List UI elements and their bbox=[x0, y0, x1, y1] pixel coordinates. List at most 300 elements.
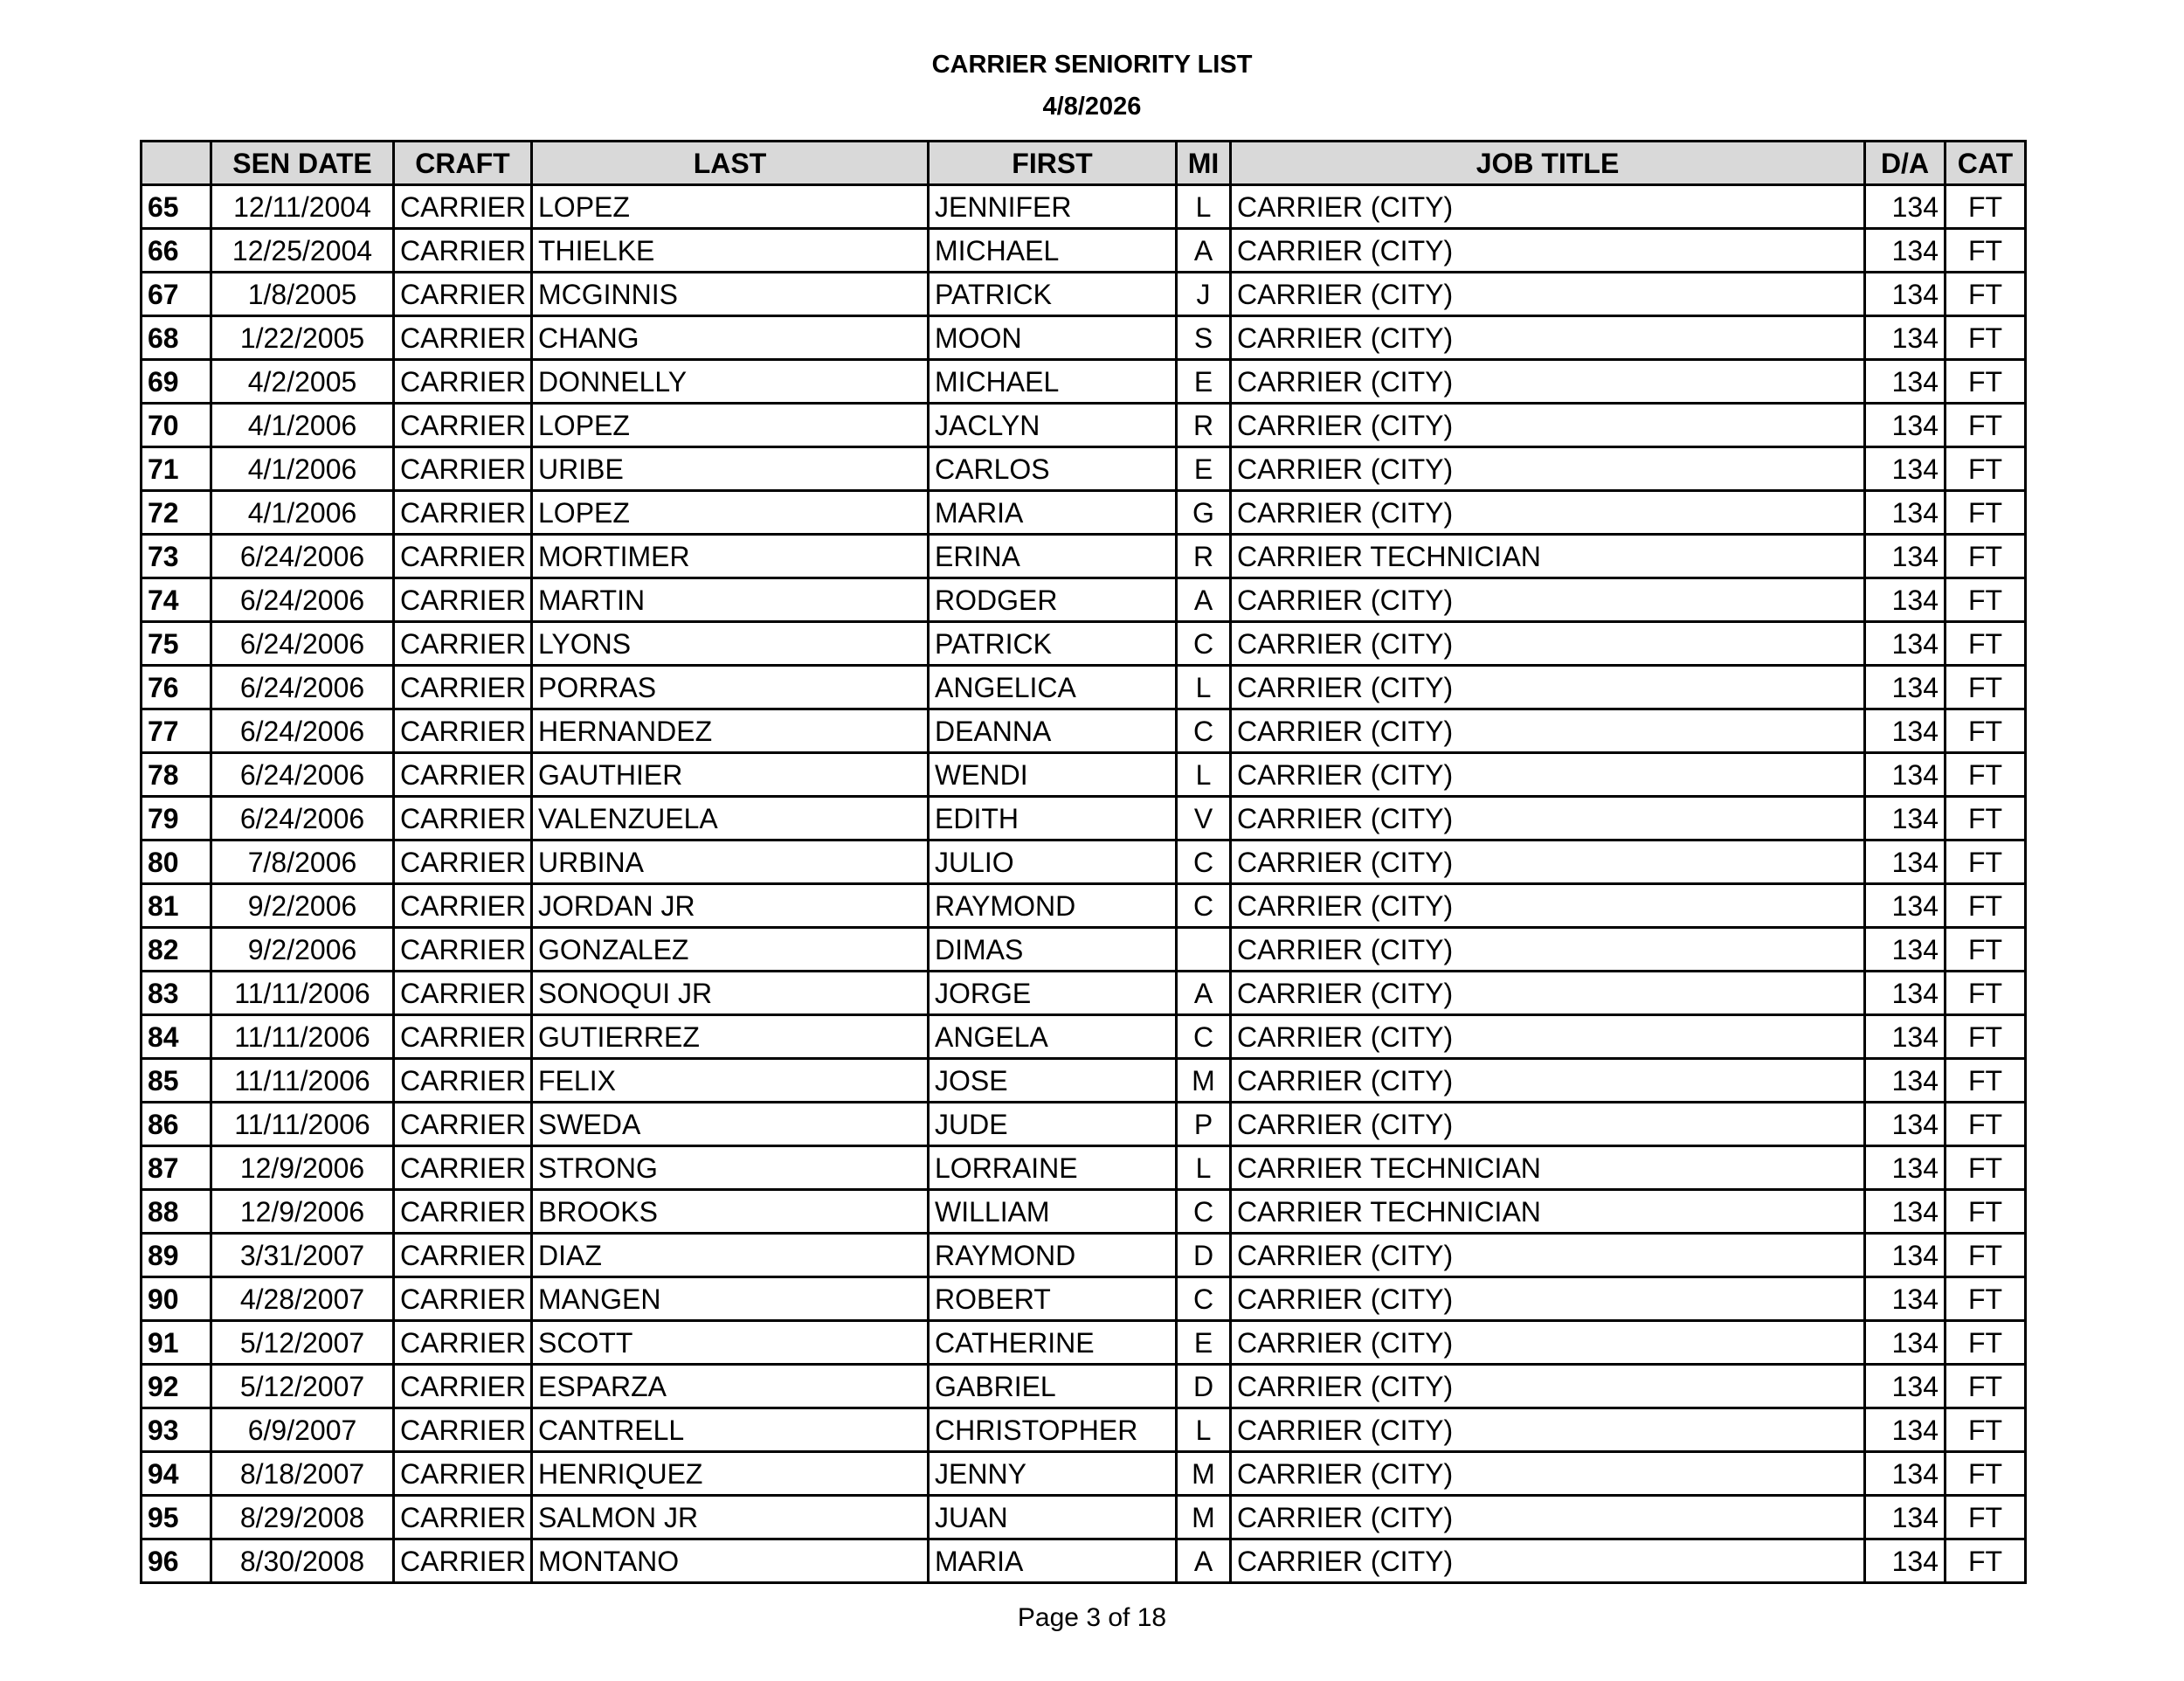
row-number: 88 bbox=[142, 1190, 211, 1234]
last-name-cell: PORRAS bbox=[532, 666, 929, 709]
last-name-cell: DONNELLY bbox=[532, 360, 929, 404]
cat-cell: FT bbox=[1946, 1321, 2026, 1365]
cat-cell: FT bbox=[1946, 316, 2026, 360]
cat-cell: FT bbox=[1946, 622, 2026, 666]
craft-cell: CARRIER bbox=[394, 972, 532, 1015]
sen-date-cell: 11/11/2006 bbox=[211, 1103, 394, 1146]
row-number: 87 bbox=[142, 1146, 211, 1190]
middle-initial-cell: E bbox=[1177, 1321, 1231, 1365]
middle-initial-cell: M bbox=[1177, 1059, 1231, 1103]
sen-date-cell: 9/2/2006 bbox=[211, 928, 394, 972]
craft-cell: CARRIER bbox=[394, 578, 532, 622]
da-cell: 134 bbox=[1865, 1234, 1946, 1277]
craft-cell: CARRIER bbox=[394, 1234, 532, 1277]
last-name-cell: CANTRELL bbox=[532, 1408, 929, 1452]
da-cell: 134 bbox=[1865, 1277, 1946, 1321]
middle-initial-cell: E bbox=[1177, 447, 1231, 491]
first-name-cell: DIMAS bbox=[929, 928, 1177, 972]
row-number: 70 bbox=[142, 404, 211, 447]
job-title-cell: CARRIER (CITY) bbox=[1231, 404, 1865, 447]
cat-cell: FT bbox=[1946, 1539, 2026, 1583]
craft-cell: CARRIER bbox=[394, 753, 532, 797]
da-cell: 134 bbox=[1865, 578, 1946, 622]
da-cell: 134 bbox=[1865, 1103, 1946, 1146]
cat-cell: FT bbox=[1946, 753, 2026, 797]
craft-cell: CARRIER bbox=[394, 1277, 532, 1321]
sen-date-cell: 4/1/2006 bbox=[211, 404, 394, 447]
sen-date-cell: 6/24/2006 bbox=[211, 666, 394, 709]
craft-cell: CARRIER bbox=[394, 666, 532, 709]
document-date: 4/8/2026 bbox=[1042, 93, 1142, 121]
sen-date-cell: 6/24/2006 bbox=[211, 535, 394, 578]
cat-cell: FT bbox=[1946, 1015, 2026, 1059]
first-name-cell: CATHERINE bbox=[929, 1321, 1177, 1365]
craft-cell: CARRIER bbox=[394, 1496, 532, 1539]
col-header-first: FIRST bbox=[929, 142, 1177, 185]
sen-date-cell: 6/9/2007 bbox=[211, 1408, 394, 1452]
first-name-cell: ANGELICA bbox=[929, 666, 1177, 709]
da-cell: 134 bbox=[1865, 229, 1946, 273]
row-number: 76 bbox=[142, 666, 211, 709]
craft-cell: CARRIER bbox=[394, 1103, 532, 1146]
middle-initial-cell: C bbox=[1177, 1190, 1231, 1234]
da-cell: 134 bbox=[1865, 316, 1946, 360]
table-row bbox=[142, 884, 2026, 928]
cat-cell: FT bbox=[1946, 360, 2026, 404]
sen-date-cell: 4/28/2007 bbox=[211, 1277, 394, 1321]
da-cell: 134 bbox=[1865, 884, 1946, 928]
last-name-cell: DIAZ bbox=[532, 1234, 929, 1277]
craft-cell: CARRIER bbox=[394, 535, 532, 578]
job-title-cell: CARRIER (CITY) bbox=[1231, 1103, 1865, 1146]
table-row bbox=[142, 1496, 2026, 1539]
da-cell: 134 bbox=[1865, 1452, 1946, 1496]
table-row bbox=[142, 1452, 2026, 1496]
craft-cell: CARRIER bbox=[394, 884, 532, 928]
middle-initial-cell: C bbox=[1177, 1015, 1231, 1059]
first-name-cell: RAYMOND bbox=[929, 884, 1177, 928]
first-name-cell: JOSE bbox=[929, 1059, 1177, 1103]
job-title-cell: CARRIER (CITY) bbox=[1231, 316, 1865, 360]
middle-initial-cell: E bbox=[1177, 360, 1231, 404]
table-row bbox=[142, 316, 2026, 360]
row-number: 67 bbox=[142, 273, 211, 316]
last-name-cell: MORTIMER bbox=[532, 535, 929, 578]
table-row bbox=[142, 535, 2026, 578]
row-number: 86 bbox=[142, 1103, 211, 1146]
sen-date-cell: 1/22/2005 bbox=[211, 316, 394, 360]
first-name-cell: CHRISTOPHER bbox=[929, 1408, 1177, 1452]
job-title-cell: CARRIER (CITY) bbox=[1231, 1539, 1865, 1583]
craft-cell: CARRIER bbox=[394, 797, 532, 840]
job-title-cell: CARRIER (CITY) bbox=[1231, 1408, 1865, 1452]
da-cell: 134 bbox=[1865, 928, 1946, 972]
job-title-cell: CARRIER (CITY) bbox=[1231, 1015, 1865, 1059]
row-number: 81 bbox=[142, 884, 211, 928]
last-name-cell: MARTIN bbox=[532, 578, 929, 622]
job-title-cell: CARRIER (CITY) bbox=[1231, 1496, 1865, 1539]
table-row bbox=[142, 1234, 2026, 1277]
cat-cell: FT bbox=[1946, 1496, 2026, 1539]
middle-initial-cell: G bbox=[1177, 491, 1231, 535]
middle-initial-cell: M bbox=[1177, 1496, 1231, 1539]
da-cell: 134 bbox=[1865, 360, 1946, 404]
middle-initial-cell: L bbox=[1177, 1408, 1231, 1452]
cat-cell: FT bbox=[1946, 447, 2026, 491]
da-cell: 134 bbox=[1865, 1539, 1946, 1583]
first-name-cell: RODGER bbox=[929, 578, 1177, 622]
first-name-cell: EDITH bbox=[929, 797, 1177, 840]
last-name-cell: THIELKE bbox=[532, 229, 929, 273]
table-row bbox=[142, 840, 2026, 884]
last-name-cell: GUTIERREZ bbox=[532, 1015, 929, 1059]
document-title: CARRIER SENIORITY LIST bbox=[931, 51, 1253, 79]
cat-cell: FT bbox=[1946, 229, 2026, 273]
da-cell: 134 bbox=[1865, 972, 1946, 1015]
middle-initial-cell: C bbox=[1177, 622, 1231, 666]
first-name-cell: RAYMOND bbox=[929, 1234, 1177, 1277]
table-row bbox=[142, 709, 2026, 753]
job-title-cell: CARRIER (CITY) bbox=[1231, 884, 1865, 928]
table-row bbox=[142, 753, 2026, 797]
craft-cell: CARRIER bbox=[394, 622, 532, 666]
col-header-craft: CRAFT bbox=[394, 142, 532, 185]
da-cell: 134 bbox=[1865, 1015, 1946, 1059]
row-number: 90 bbox=[142, 1277, 211, 1321]
da-cell: 134 bbox=[1865, 404, 1946, 447]
middle-initial-cell: L bbox=[1177, 1146, 1231, 1190]
craft-cell: CARRIER bbox=[394, 928, 532, 972]
middle-initial-cell: M bbox=[1177, 1452, 1231, 1496]
job-title-cell: CARRIER (CITY) bbox=[1231, 1365, 1865, 1408]
da-cell: 134 bbox=[1865, 185, 1946, 229]
cat-cell: FT bbox=[1946, 840, 2026, 884]
craft-cell: CARRIER bbox=[394, 1408, 532, 1452]
last-name-cell: LYONS bbox=[532, 622, 929, 666]
sen-date-cell: 8/18/2007 bbox=[211, 1452, 394, 1496]
job-title-cell: CARRIER (CITY) bbox=[1231, 447, 1865, 491]
sen-date-cell: 6/24/2006 bbox=[211, 753, 394, 797]
craft-cell: CARRIER bbox=[394, 491, 532, 535]
table-row bbox=[142, 273, 2026, 316]
last-name-cell: VALENZUELA bbox=[532, 797, 929, 840]
row-number: 72 bbox=[142, 491, 211, 535]
cat-cell: FT bbox=[1946, 709, 2026, 753]
table-row bbox=[142, 1146, 2026, 1190]
sen-date-cell: 4/2/2005 bbox=[211, 360, 394, 404]
table-row bbox=[142, 1059, 2026, 1103]
job-title-cell: CARRIER (CITY) bbox=[1231, 666, 1865, 709]
first-name-cell: JUAN bbox=[929, 1496, 1177, 1539]
last-name-cell: GAUTHIER bbox=[532, 753, 929, 797]
table-row bbox=[142, 1103, 2026, 1146]
da-cell: 134 bbox=[1865, 709, 1946, 753]
sen-date-cell: 1/8/2005 bbox=[211, 273, 394, 316]
col-header-number bbox=[142, 142, 211, 185]
first-name-cell: WILLIAM bbox=[929, 1190, 1177, 1234]
row-number: 71 bbox=[142, 447, 211, 491]
job-title-cell: CARRIER (CITY) bbox=[1231, 273, 1865, 316]
cat-cell: FT bbox=[1946, 273, 2026, 316]
table-row bbox=[142, 1277, 2026, 1321]
cat-cell: FT bbox=[1946, 1059, 2026, 1103]
sen-date-cell: 5/12/2007 bbox=[211, 1365, 394, 1408]
craft-cell: CARRIER bbox=[394, 840, 532, 884]
da-cell: 134 bbox=[1865, 1365, 1946, 1408]
da-cell: 134 bbox=[1865, 1408, 1946, 1452]
row-number: 84 bbox=[142, 1015, 211, 1059]
job-title-cell: CARRIER (CITY) bbox=[1231, 360, 1865, 404]
middle-initial-cell: A bbox=[1177, 229, 1231, 273]
da-cell: 134 bbox=[1865, 1496, 1946, 1539]
craft-cell: CARRIER bbox=[394, 1321, 532, 1365]
job-title-cell: CARRIER TECHNICIAN bbox=[1231, 1146, 1865, 1190]
last-name-cell: MONTANO bbox=[532, 1539, 929, 1583]
last-name-cell: FELIX bbox=[532, 1059, 929, 1103]
sen-date-cell: 11/11/2006 bbox=[211, 1059, 394, 1103]
row-number: 82 bbox=[142, 928, 211, 972]
row-number: 78 bbox=[142, 753, 211, 797]
job-title-cell: CARRIER (CITY) bbox=[1231, 928, 1865, 972]
job-title-cell: CARRIER (CITY) bbox=[1231, 229, 1865, 273]
job-title-cell: CARRIER (CITY) bbox=[1231, 840, 1865, 884]
table-row bbox=[142, 404, 2026, 447]
craft-cell: CARRIER bbox=[394, 1059, 532, 1103]
da-cell: 134 bbox=[1865, 840, 1946, 884]
middle-initial-cell: C bbox=[1177, 884, 1231, 928]
last-name-cell: SALMON JR bbox=[532, 1496, 929, 1539]
craft-cell: CARRIER bbox=[394, 1365, 532, 1408]
job-title-cell: CARRIER (CITY) bbox=[1231, 797, 1865, 840]
first-name-cell: JULIO bbox=[929, 840, 1177, 884]
first-name-cell: WENDI bbox=[929, 753, 1177, 797]
table-row bbox=[142, 1539, 2026, 1583]
craft-cell: CARRIER bbox=[394, 1190, 532, 1234]
da-cell: 134 bbox=[1865, 797, 1946, 840]
da-cell: 134 bbox=[1865, 1059, 1946, 1103]
craft-cell: CARRIER bbox=[394, 404, 532, 447]
row-number: 92 bbox=[142, 1365, 211, 1408]
middle-initial-cell: D bbox=[1177, 1234, 1231, 1277]
last-name-cell: SWEDA bbox=[532, 1103, 929, 1146]
last-name-cell: MCGINNIS bbox=[532, 273, 929, 316]
cat-cell: FT bbox=[1946, 797, 2026, 840]
last-name-cell: MANGEN bbox=[532, 1277, 929, 1321]
first-name-cell: MICHAEL bbox=[929, 229, 1177, 273]
middle-initial-cell: A bbox=[1177, 972, 1231, 1015]
cat-cell: FT bbox=[1946, 1234, 2026, 1277]
row-number: 85 bbox=[142, 1059, 211, 1103]
first-name-cell: ERINA bbox=[929, 535, 1177, 578]
da-cell: 134 bbox=[1865, 447, 1946, 491]
row-number: 68 bbox=[142, 316, 211, 360]
sen-date-cell: 12/9/2006 bbox=[211, 1190, 394, 1234]
cat-cell: FT bbox=[1946, 972, 2026, 1015]
first-name-cell: ANGELA bbox=[929, 1015, 1177, 1059]
craft-cell: CARRIER bbox=[394, 229, 532, 273]
cat-cell: FT bbox=[1946, 535, 2026, 578]
last-name-cell: URBINA bbox=[532, 840, 929, 884]
row-number: 96 bbox=[142, 1539, 211, 1583]
craft-cell: CARRIER bbox=[394, 447, 532, 491]
col-header-cat: CAT bbox=[1946, 142, 2026, 185]
craft-cell: CARRIER bbox=[394, 360, 532, 404]
table-row bbox=[142, 666, 2026, 709]
job-title-cell: CARRIER (CITY) bbox=[1231, 1321, 1865, 1365]
craft-cell: CARRIER bbox=[394, 1015, 532, 1059]
job-title-cell: CARRIER (CITY) bbox=[1231, 622, 1865, 666]
sen-date-cell: 6/24/2006 bbox=[211, 709, 394, 753]
last-name-cell: JORDAN JR bbox=[532, 884, 929, 928]
job-title-cell: CARRIER (CITY) bbox=[1231, 1452, 1865, 1496]
sen-date-cell: 12/9/2006 bbox=[211, 1146, 394, 1190]
cat-cell: FT bbox=[1946, 404, 2026, 447]
first-name-cell: MARIA bbox=[929, 491, 1177, 535]
da-cell: 134 bbox=[1865, 535, 1946, 578]
row-number: 95 bbox=[142, 1496, 211, 1539]
row-number: 75 bbox=[142, 622, 211, 666]
row-number: 77 bbox=[142, 709, 211, 753]
table-row bbox=[142, 1190, 2026, 1234]
craft-cell: CARRIER bbox=[394, 1452, 532, 1496]
middle-initial-cell: C bbox=[1177, 840, 1231, 884]
row-number: 91 bbox=[142, 1321, 211, 1365]
table-row bbox=[142, 1365, 2026, 1408]
middle-initial-cell: R bbox=[1177, 404, 1231, 447]
first-name-cell: MICHAEL bbox=[929, 360, 1177, 404]
table-row bbox=[142, 229, 2026, 273]
craft-cell: CARRIER bbox=[394, 316, 532, 360]
da-cell: 134 bbox=[1865, 1190, 1946, 1234]
seniority-table bbox=[140, 140, 2027, 1584]
row-number: 79 bbox=[142, 797, 211, 840]
middle-initial-cell: P bbox=[1177, 1103, 1231, 1146]
job-title-cell: CARRIER TECHNICIAN bbox=[1231, 1190, 1865, 1234]
middle-initial-cell: L bbox=[1177, 666, 1231, 709]
craft-cell: CARRIER bbox=[394, 1146, 532, 1190]
sen-date-cell: 3/31/2007 bbox=[211, 1234, 394, 1277]
cat-cell: FT bbox=[1946, 666, 2026, 709]
col-header-job-title: JOB TITLE bbox=[1231, 142, 1865, 185]
row-number: 73 bbox=[142, 535, 211, 578]
col-header-last: LAST bbox=[532, 142, 929, 185]
job-title-cell: CARRIER (CITY) bbox=[1231, 1277, 1865, 1321]
da-cell: 134 bbox=[1865, 666, 1946, 709]
craft-cell: CARRIER bbox=[394, 1539, 532, 1583]
table-row bbox=[142, 360, 2026, 404]
last-name-cell: GONZALEZ bbox=[532, 928, 929, 972]
last-name-cell: HENRIQUEZ bbox=[532, 1452, 929, 1496]
da-cell: 134 bbox=[1865, 753, 1946, 797]
table-body bbox=[142, 185, 2026, 1583]
job-title-cell: CARRIER (CITY) bbox=[1231, 709, 1865, 753]
cat-cell: FT bbox=[1946, 1277, 2026, 1321]
first-name-cell: JENNIFER bbox=[929, 185, 1177, 229]
sen-date-cell: 11/11/2006 bbox=[211, 972, 394, 1015]
first-name-cell: CARLOS bbox=[929, 447, 1177, 491]
last-name-cell: ESPARZA bbox=[532, 1365, 929, 1408]
first-name-cell: JORGE bbox=[929, 972, 1177, 1015]
da-cell: 134 bbox=[1865, 491, 1946, 535]
craft-cell: CARRIER bbox=[394, 185, 532, 229]
sen-date-cell: 9/2/2006 bbox=[211, 884, 394, 928]
middle-initial-cell: R bbox=[1177, 535, 1231, 578]
job-title-cell: CARRIER (CITY) bbox=[1231, 185, 1865, 229]
col-header-da: D/A bbox=[1865, 142, 1946, 185]
da-cell: 134 bbox=[1865, 622, 1946, 666]
cat-cell: FT bbox=[1946, 578, 2026, 622]
da-cell: 134 bbox=[1865, 1146, 1946, 1190]
table-row bbox=[142, 1408, 2026, 1452]
last-name-cell: BROOKS bbox=[532, 1190, 929, 1234]
last-name-cell: CHANG bbox=[532, 316, 929, 360]
last-name-cell: LOPEZ bbox=[532, 404, 929, 447]
first-name-cell: JUDE bbox=[929, 1103, 1177, 1146]
middle-initial-cell: A bbox=[1177, 578, 1231, 622]
cat-cell: FT bbox=[1946, 1365, 2026, 1408]
last-name-cell: HERNANDEZ bbox=[532, 709, 929, 753]
table-row bbox=[142, 491, 2026, 535]
middle-initial-cell: V bbox=[1177, 797, 1231, 840]
table-row bbox=[142, 622, 2026, 666]
job-title-cell: CARRIER TECHNICIAN bbox=[1231, 535, 1865, 578]
cat-cell: FT bbox=[1946, 1146, 2026, 1190]
craft-cell: CARRIER bbox=[394, 273, 532, 316]
cat-cell: FT bbox=[1946, 1408, 2026, 1452]
sen-date-cell: 8/30/2008 bbox=[211, 1539, 394, 1583]
last-name-cell: SCOTT bbox=[532, 1321, 929, 1365]
col-header-mi: MI bbox=[1177, 142, 1231, 185]
sen-date-cell: 12/11/2004 bbox=[211, 185, 394, 229]
job-title-cell: CARRIER (CITY) bbox=[1231, 491, 1865, 535]
first-name-cell: PATRICK bbox=[929, 622, 1177, 666]
sen-date-cell: 5/12/2007 bbox=[211, 1321, 394, 1365]
table-row bbox=[142, 972, 2026, 1015]
cat-cell: FT bbox=[1946, 185, 2026, 229]
middle-initial-cell: L bbox=[1177, 185, 1231, 229]
sen-date-cell: 12/25/2004 bbox=[211, 229, 394, 273]
job-title-cell: CARRIER (CITY) bbox=[1231, 1059, 1865, 1103]
sen-date-cell: 6/24/2006 bbox=[211, 578, 394, 622]
table-row bbox=[142, 797, 2026, 840]
first-name-cell: JENNY bbox=[929, 1452, 1177, 1496]
table-row bbox=[142, 185, 2026, 229]
last-name-cell: URIBE bbox=[532, 447, 929, 491]
first-name-cell: MARIA bbox=[929, 1539, 1177, 1583]
da-cell: 134 bbox=[1865, 1321, 1946, 1365]
row-number: 94 bbox=[142, 1452, 211, 1496]
job-title-cell: CARRIER (CITY) bbox=[1231, 578, 1865, 622]
middle-initial-cell: C bbox=[1177, 1277, 1231, 1321]
last-name-cell: SONOQUI JR bbox=[532, 972, 929, 1015]
first-name-cell: MOON bbox=[929, 316, 1177, 360]
cat-cell: FT bbox=[1946, 1190, 2026, 1234]
sen-date-cell: 7/8/2006 bbox=[211, 840, 394, 884]
last-name-cell: STRONG bbox=[532, 1146, 929, 1190]
table-row bbox=[142, 928, 2026, 972]
row-number: 89 bbox=[142, 1234, 211, 1277]
middle-initial-cell: S bbox=[1177, 316, 1231, 360]
row-number: 65 bbox=[142, 185, 211, 229]
table-header-row bbox=[142, 142, 2026, 185]
middle-initial-cell: A bbox=[1177, 1539, 1231, 1583]
row-number: 66 bbox=[142, 229, 211, 273]
table-row bbox=[142, 1321, 2026, 1365]
last-name-cell: LOPEZ bbox=[532, 491, 929, 535]
row-number: 80 bbox=[142, 840, 211, 884]
first-name-cell: ROBERT bbox=[929, 1277, 1177, 1321]
middle-initial-cell: D bbox=[1177, 1365, 1231, 1408]
